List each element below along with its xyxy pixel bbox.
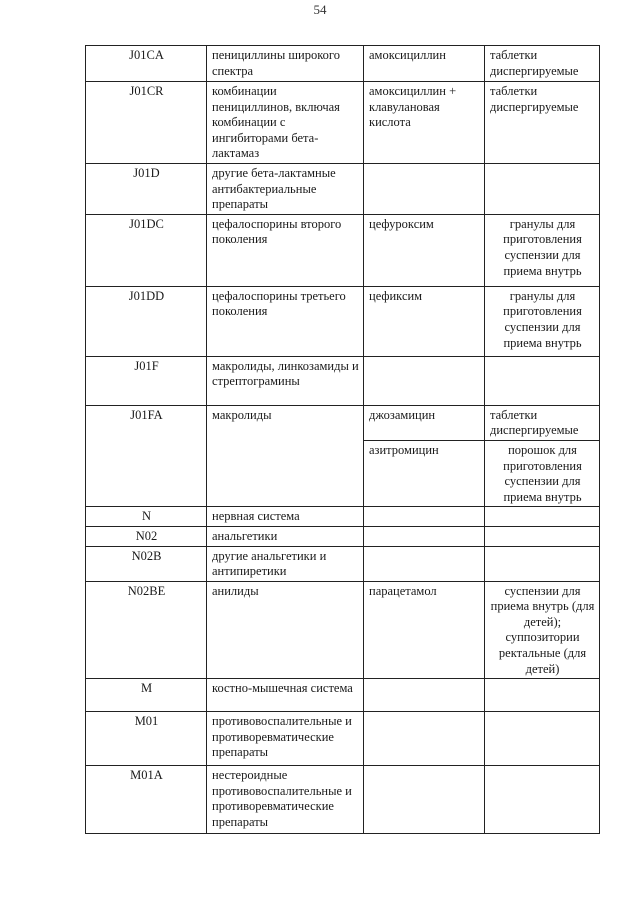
table-row (86, 405, 600, 440)
dosage-form-cell: гранулы для приготовления суспензии для приема внутрь (485, 286, 600, 356)
dosage-form-cell (485, 766, 600, 834)
drug-name-cell (364, 766, 485, 834)
group-name-cell: костно-мышечная система (207, 679, 364, 712)
atc-code-cell: M01 (86, 712, 207, 766)
group-name-cell: комбинации пенициллинов, включая комбинации с ингибиторами бета-лактамаз (207, 82, 364, 164)
table-row (86, 581, 600, 679)
atc-code-cell: J01CR (86, 82, 207, 164)
group-name-cell: цефалоспорины второго поколения (207, 214, 364, 286)
atc-code-cell: J01DD (86, 286, 207, 356)
table-row (86, 507, 600, 527)
dosage-form-cell: суспензии для приема внутрь (для детей); суппозитории ректальные (для детей) (485, 581, 600, 679)
table-row (86, 356, 600, 405)
atc-code-cell: N02BE (86, 581, 207, 679)
page-number: 54 (313, 2, 327, 17)
drug-name-cell (364, 356, 485, 405)
table-row (86, 526, 600, 546)
dosage-form-cell (485, 679, 600, 712)
dosage-form-cell: таблетки диспергируемые (485, 46, 600, 82)
atc-code-cell: N02B (86, 546, 207, 581)
atc-code-cell: J01D (86, 163, 207, 214)
atc-code-cell: J01FA (86, 405, 207, 507)
dosage-form-cell (485, 163, 600, 214)
drug-name-cell (364, 712, 485, 766)
atc-code-cell: J01DC (86, 214, 207, 286)
table-row (86, 679, 600, 712)
table-row (86, 546, 600, 581)
atc-code-cell: M01A (86, 766, 207, 834)
drug-name-cell: джозамицин (364, 405, 485, 440)
dosage-form-cell (485, 712, 600, 766)
table-row (86, 46, 600, 82)
atc-code-cell: M (86, 679, 207, 712)
group-name-cell: анилиды (207, 581, 364, 679)
group-name-cell: анальгетики (207, 526, 364, 546)
drug-name-cell (364, 526, 485, 546)
drug-name-cell (364, 163, 485, 214)
drug-name-cell (364, 679, 485, 712)
group-name-cell: нестероидные противовоспалительные и противоревматические препараты (207, 766, 364, 834)
drug-name-cell: парацетамол (364, 581, 485, 679)
drug-name-cell: амоксициллин + клавулановая кислота (364, 82, 485, 164)
table-row (86, 286, 600, 356)
dosage-form-cell (485, 507, 600, 527)
drug-name-cell: цефуроксим (364, 214, 485, 286)
dosage-form-cell (485, 526, 600, 546)
group-name-cell: цефалоспорины третьего поколения (207, 286, 364, 356)
drug-name-cell: цефиксим (364, 286, 485, 356)
table-row (86, 82, 600, 164)
atc-code-cell: J01CA (86, 46, 207, 82)
group-name-cell: другие бета-лактамные антибактериальные препараты (207, 163, 364, 214)
dosage-form-cell: гранулы для приготовления суспензии для приема внутрь (485, 214, 600, 286)
atc-code-cell: N (86, 507, 207, 527)
group-name-cell: другие анальгетики и антипиретики (207, 546, 364, 581)
atc-code-cell: J01F (86, 356, 207, 405)
drug-classification-table (85, 45, 600, 834)
atc-code-cell: N02 (86, 526, 207, 546)
dosage-form-cell: таблетки диспергируемые (485, 405, 600, 440)
drug-name-cell (364, 507, 485, 527)
table-row (86, 214, 600, 286)
dosage-form-cell (485, 356, 600, 405)
table-row (86, 712, 600, 766)
drug-name-cell: азитромицин (364, 440, 485, 506)
group-name-cell: нервная система (207, 507, 364, 527)
drug-name-cell (364, 546, 485, 581)
group-name-cell: макролиды (207, 405, 364, 507)
group-name-cell: пенициллины широкого спектра (207, 46, 364, 82)
drug-name-cell: амоксициллин (364, 46, 485, 82)
table-row (86, 163, 600, 214)
group-name-cell: макролиды, линкозамиды и стрептограмины (207, 356, 364, 405)
dosage-form-cell: таблетки диспергируемые (485, 82, 600, 164)
dosage-form-cell (485, 546, 600, 581)
table-row (86, 766, 600, 834)
dosage-form-cell: порошок для приготовления суспензии для приема внутрь (485, 440, 600, 506)
group-name-cell: противовоспалительные и противоревматические препараты (207, 712, 364, 766)
